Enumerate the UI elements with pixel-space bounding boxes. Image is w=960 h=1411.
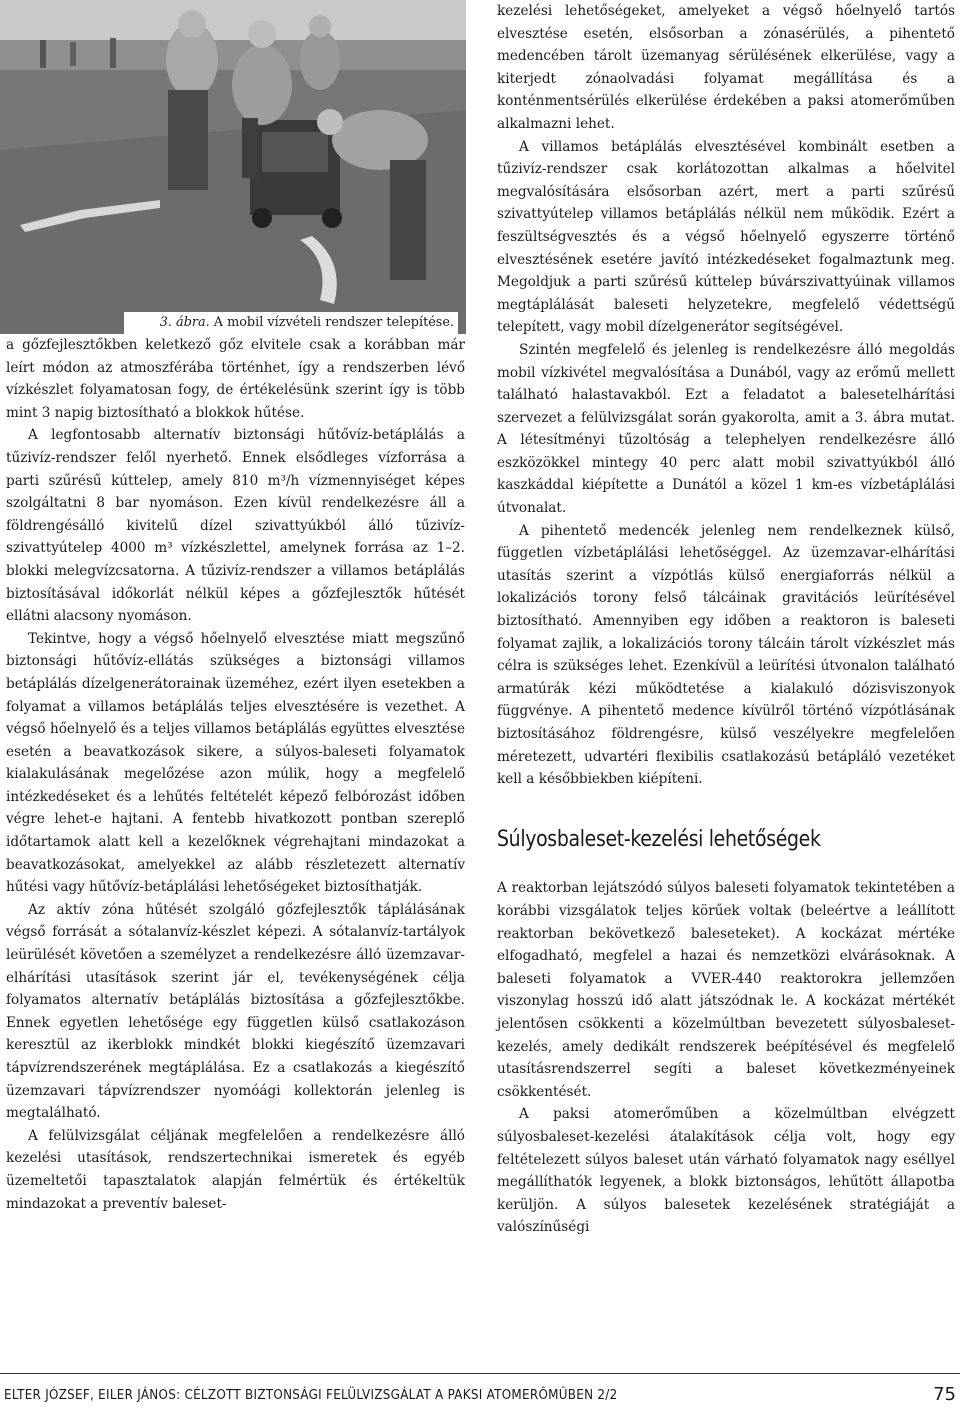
figure-number: 3. ábra. bbox=[159, 315, 210, 330]
paragraph: A felülvizsgálat céljának megfelelően a rendelkezésre álló kezelési utasítások, rendszertechnikai ismeretek és egyéb üzemeltetői tapasztalatok alapján felmértük és értékeltük mindazokat a preventív baleset- bbox=[6, 1127, 465, 1212]
paragraph: A paksi atomerőműben a közelmúltban elvégzett súlyosbaleset-kezelési átalakítások célja volt, hogy egy feltételezett súlyos baleset után várható folyamatok nagy eséllyel megállíthatók legyenek, a blokk biztonságos, lehűtött állapotba kerüljön. A súlyos balesetek kezelésének stratégiáját a valószínűségi bbox=[497, 1106, 955, 1236]
figure-caption bbox=[124, 312, 458, 334]
left-column bbox=[6, 0, 465, 1215]
running-title: ELTER JÓZSEF, EILER JÁNOS: CÉLZOTT BIZTONSÁGI FELÜLVIZSGÁLAT A PAKSI ATOMERÔMÛBEN 2/2 bbox=[4, 1388, 618, 1403]
right-column bbox=[497, 0, 955, 1239]
section-heading: Súlyosbaleset-kezelési lehetőségek bbox=[497, 826, 821, 852]
figure-caption-text: A mobil vízvételi rendszer telepítése. bbox=[213, 315, 454, 330]
paragraph: Az aktív zóna hűtését szolgáló gőzfejlesztők táplálásának végső forrását a sótalanvíz-készlet képezi. A sótalanvíz-tartályok leürülését követően a személyzet a rendelkezésre álló üzemzavar-elhárítási utasítások szerint jár el, tevékenységének célja folyamatos alternatív betáplálás biztosítása a gőzfejlesztőkbe. Ennek egyetlen lehetősége egy független külső csatlakozáson keresztül az ikerblokk mindkét blokki kiegészítő üzemzavari tápvízrendszerének megtáplálása. Ez a csatlakozás a kiegészítő üzemzavari tápvízrendszer nyomóági kollektorán jelenleg is megtalálható. bbox=[6, 901, 465, 1122]
figure-photo bbox=[0, 0, 466, 334]
paragraph: A legfontosabb alternatív biztonsági hűtővíz-betáplálás a tűzivíz-rendszer felől nyerhető. Ennek elsődleges vízforrása a parti szűrésű kúttelep, amely 810 m³/h vízmennyiséget képes szolgáltatni 8 bar nyomáson. Ezen kívül rendelkezésre áll a földrengésálló kivitelű dízel szivattyúkból álló tűzivíz-szivattyútelep 4000 m³ vízkészlettel, amelynek forrása az 1–2. blokki melegvízcsatorna. A tűzivíz-rendszer a villamos betáplálás biztosításával időkorlát nélkül képes a gőzfejlesztők hűtését ellátni alacsony nyomáson. bbox=[6, 427, 465, 625]
photo-illustration bbox=[0, 0, 466, 334]
page-number: 75 bbox=[933, 1384, 956, 1405]
paragraph: Tekintve, hogy a végső hőelnyelő elvesztése miatt megszűnő biztonsági hűtővíz-ellátás szükséges a biztonsági villamos betáplálás dízelgenerátorainak üzeméhez, ezért ilyen esetekben a folyamat a villamos betáplálás teljes elvesztésére is vezethet. A végső hőelnyelő és a teljes villamos betáplálás együttes elvesztése esetén a beavatkozások sikere, a súlyos-baleseti folyamatok kialakulásának megelőzése azon múlik, hogy a megfelelő intézkedéseket és a lehűtés feltételét képező felbórozást időben végre lehet-e hajtani. A fentebb hivatkozott pontban szereplő időtartamok alatt kell a kezelőknek végrehajtani mindazokat a beavatkozásokat, amelyekkel az alább részletezett alternatív hűtési vagy hűtővíz-betáplálási lehetőségeket biztosíthatják. bbox=[6, 630, 465, 896]
paragraph: A villamos betáplálás elvesztésével kombinált esetben a tűzivíz-rendszer csak korlátozottan alkalmas a hőelvitel megvalósítására elsősorban azért, mert a parti szűrésű szivattyútelep villamos betáplálás nélkül nem működik. Ezért a feszültségvesztés és a végső hőelnyelő egyszerre történő elvesztésének esetére javító intézkedéseket fogalmaztunk meg. Megoldjuk a parti szűrésű kúttelep búvárszivattyúinak villamos megtáplálását baleseti helyzetekre, megfelelő védettségű telepített, vagy mobil dízelgenerátor segítségével. bbox=[497, 138, 955, 336]
paragraph: A reaktorban lejátszódó súlyos baleseti folyamatok tekintetében a korábbi vizsgálatok teljes körűek voltak (beleértve a leállított reaktorban bekövetkező baleseteket). A kockázat mértéke elfogadható, megfelel a hazai és nemzetközi elvárásoknak. A baleseti folyamatok a VVER-440 reaktorokra jellemzően viszonylag hosszú idő alatt játszódnak le. A kockázat mértékét jelentősen csökkenti a közelmúltban bevezetett súlyosbaleset-kezelés, amely dedikált rendszerek beépítésével és megfelelő utasításrendszerrel segíti a baleset következményeinek csökkentését. bbox=[497, 880, 955, 1100]
paragraph: kezelési lehetőségeket, amelyeket a végső hőelnyelő tartós elvesztése esetén, elsősorban a zónasérülés, a pihentető medencében tárolt üzemanyag sérülésének elkerülése, vagy a kiterjedt zónaolvadási folyamat megállítása és a konténmentsérülés elkerülése érdekében a paksi atomerőműben alkalmazni lehet. bbox=[497, 3, 955, 132]
paragraph: A pihentető medencék jelenleg nem rendelkeznek külső, független vízbetáplálási lehetőséggel. Az üzemzavar-elhárítási utasítás szerint a vízpótlás külső energiaforrás nélkül a lokalizációs torony felső tálcáinak gravitációs leürítésével biztosítható. Amennyiben egy időben a reaktoron is baleseti folyamat zajlik, a lokalizációs torony tálcáin tárolt vízkészlet más célra is szükséges lehet. Ezenkívül a leürítési útvonalon található armatúrák kézi működtetése a kialakuló dózisviszonyok függvénye. A pihentető medence kívülről történő vízpótlásának biztosításához földrengésre, külső veszélyekre megfelelően méretezett, udvartéri flexibilis csatlakozású betápláló vezetéket kell a későbbiekben kiépíteni. bbox=[497, 522, 955, 788]
paragraph: a gőzfejlesztőkben keletkező gőz elvitele csak a korábban már leírt módon az atmoszférába történhet, így a rendszerben lévő vízkészlet folyamatosan fogy, de értékelésünk szerint így is több mint 3 napig biztosítható a blokkok hűtése. bbox=[6, 337, 465, 421]
page-footer bbox=[0, 1373, 960, 1411]
paragraph: Szintén megfelelő és jelenleg is rendelkezésre álló megoldás mobil vízkivétel megvalósítása a Dunából, vagy az erőmű mellett található halastavakból. Ezt a feladatot a balesetelhárítási szervezet a felülvizsgálat során gyakorolta, amit a 3. ábra mutat. A létesítményi tűzoltóság a telephelyen rendelkezésre álló eszközökkel mintegy 40 perc alatt mobil szivattyúkból álló kaszkáddal kiépítette a Dunától a közel 1 km-es vízbetáplálási útvonalat. bbox=[497, 341, 955, 517]
